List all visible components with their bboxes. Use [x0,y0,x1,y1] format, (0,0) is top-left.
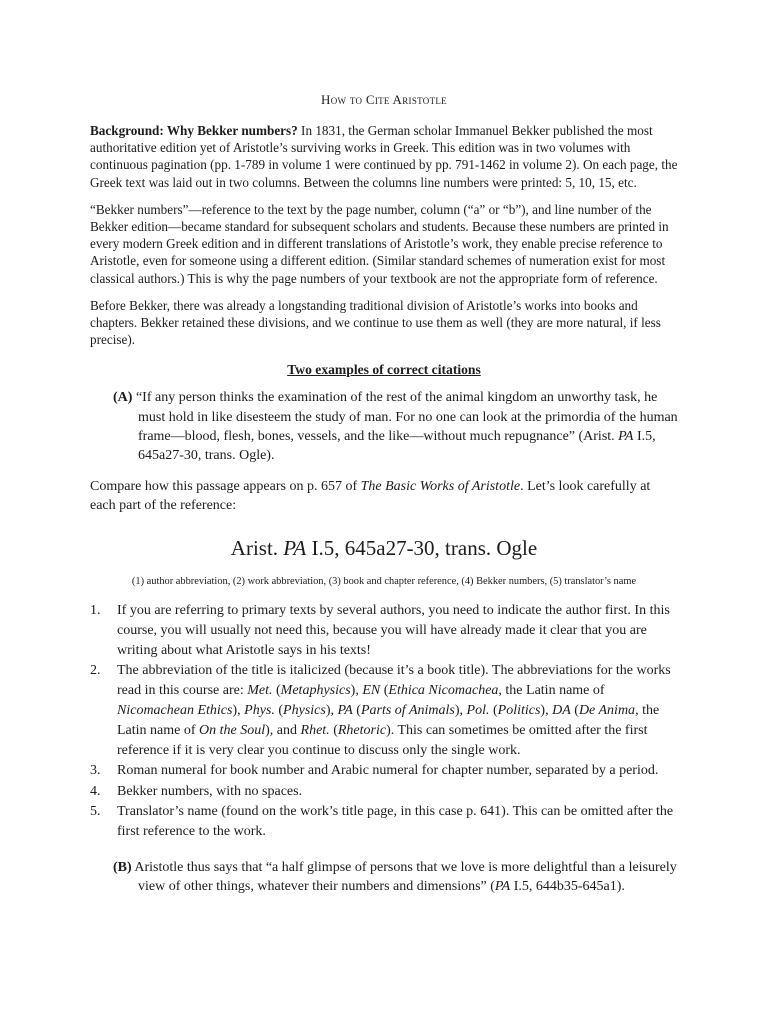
list-item-text: Translator’s name (found on the work’s title page, in this case p. 641). This can be omitted after the first reference to the work. [117,803,674,839]
compare-post: . Let’s look carefully at each part of the reference: [90,479,651,514]
list-item-number: 2. [90,662,101,678]
title-parts-of-animals: Parts of Animals [360,703,455,719]
example-a-work: PA [618,428,634,444]
big-citation-work: PA [283,535,307,560]
list-item-text: Roman numeral for book number and Arabic numeral for chapter number, separated by a period. [117,763,659,779]
compare-pre: Compare how this passage appears on p. 657 of [90,479,361,495]
background-label: Background: Why Bekker numbers? [90,123,298,138]
background-text: In 1831, the German scholar Immanuel Bekker published the most authoritative edition yet of Aristotle’s surviving works in Greek. This edition was in two volumes with continuous pagination (pp. 1-789 in volume 1 were continued by pp. 791-1462 in volume 2). On each page, the Greek text was laid out in two columns. Between the columns line numbers were printed: 5, 10, 15, etc. [90,123,678,190]
text-run: , the Latin name of [117,703,660,739]
title-ethica-nicomachea: Ethica Nicomachea [388,683,499,699]
example-b-label: (B) [113,859,132,875]
example-a-label: (A) [113,390,133,406]
compare-book-title: The Basic Works of Aristotle [360,479,521,495]
example-b [113,858,678,896]
abbrev-rhet: Rhet. [300,723,330,739]
text-run: ). This can sometimes be omitted after the first reference if it is very clear you continue to discuss only the single work. [117,723,648,759]
citation-legend: (1) author abbreviation, (2) work abbreviation, (3) book and chapter reference, (4) Bekker numbers, (5) translator’s name [131,575,637,587]
list-item-text: If you are referring to primary texts by several authors, you need to indicate the author first. In this course, you will usually not need this, because you will have already made it clear that you are writing about what Aristotle says in his texts! [117,602,670,658]
big-citation-author: Arist. [230,535,284,560]
abbrev-da: DA [552,703,571,719]
title-de-anima: De Anima [578,703,636,719]
abbrev-pa: PA [337,703,353,719]
list-item-number: 5. [90,803,101,819]
big-citation [90,534,678,562]
compare-paragraph [90,477,678,515]
example-a-text: “If any person thinks the examination of the rest of the animal kingdom an unworthy task, he must hold in like disesteem the study of man. For no one can look at the primordia of the human frame—blood, flesh, bones, vessels, and the like—without much repugnance” (Arist. [132,390,678,444]
abbrev-pol: Pol. [466,703,490,719]
list-item-number: 1. [90,602,101,618]
explanation-list [90,601,678,842]
list-item-number: 4. [90,783,101,799]
example-b-work: PA [494,878,511,894]
abbrev-phys: Phys. [244,703,275,719]
document-page [90,92,678,896]
example-b-text: Aristotle thus says that “a half glimpse of persons that we love is more delightful than a leisurely view of other things, whatever their numbers and dimensions” ( [131,859,677,894]
text-run: The abbreviation of the title is italicized (because it’s a book title). The abbreviations for the works read in this course are: [117,662,671,699]
abbrev-en: EN [362,683,381,699]
text-run: , the Latin name of [498,683,605,699]
list-item-text: The abbreviation of the title is italicized (because it’s a book title). The abbreviations for the works read in this course are: Met. (Metaphysics), EN (Ethica Nicomachea, the Latin name of Nicomachean Ethics), Phys. (Physics), PA (Parts of Animals), Pol. (Politics), DA (De Anima, the Latin name of On the Soul), and Rhet. (Rhetoric). This can sometimes be omitted after the first reference if it is very clear you continue to discuss only the single work. [117,662,671,759]
before-bekker-paragraph: Before Bekker, there was already a longstanding traditional division of Aristotle’s works into books and chapters. Bekker retained these divisions, and we continue to use them as well (they are more natural, if less precise). [90,297,661,348]
big-citation-rest: I.5, 645a27-30, trans. Ogle [306,535,538,560]
list-item-text: Bekker numbers, with no spaces. [117,783,303,799]
title-nicomachean-ethics: Nicomachean Ethics [117,703,233,719]
example-b-ref: I.5, 644b35-645a1). [510,878,625,894]
list-item [90,601,678,661]
examples-heading: Two examples of correct citations [287,362,481,378]
title-politics: Politics [497,703,541,719]
title-metaphysics: Metaphysics [280,683,351,699]
example-a-ref: I.5, 645a27-30, trans. Ogle). [138,428,656,464]
list-item [90,761,678,781]
text-run: ), and [265,723,301,739]
list-item [90,802,678,842]
list-item [90,661,678,761]
title-physics: Physics [283,703,326,719]
title-on-the-soul: On the Soul [199,723,266,739]
title-rhetoric: Rhetoric [337,723,387,739]
bekker-numbers-paragraph: “Bekker numbers”—reference to the text by the page number, column (“a” or “b”), and line number of the Bekker edition—became standard for subsequent scholars and students. Because these numbers are printed in every modern Greek edition and in different translations of Aristotle’s work, they enable precise reference to Aristotle, even for someone using a different edition. (Similar standard schemes of numeration exist for most classical authors.) This is why the page numbers of your textbook are not the appropriate form of reference. [90,201,669,286]
background-paragraph [90,122,678,191]
abbrev-met: Met. [247,683,273,699]
list-item-number: 3. [90,763,101,779]
example-a [113,388,678,465]
list-item [90,782,678,802]
page-title: How to Cite Aristotle [321,92,447,107]
